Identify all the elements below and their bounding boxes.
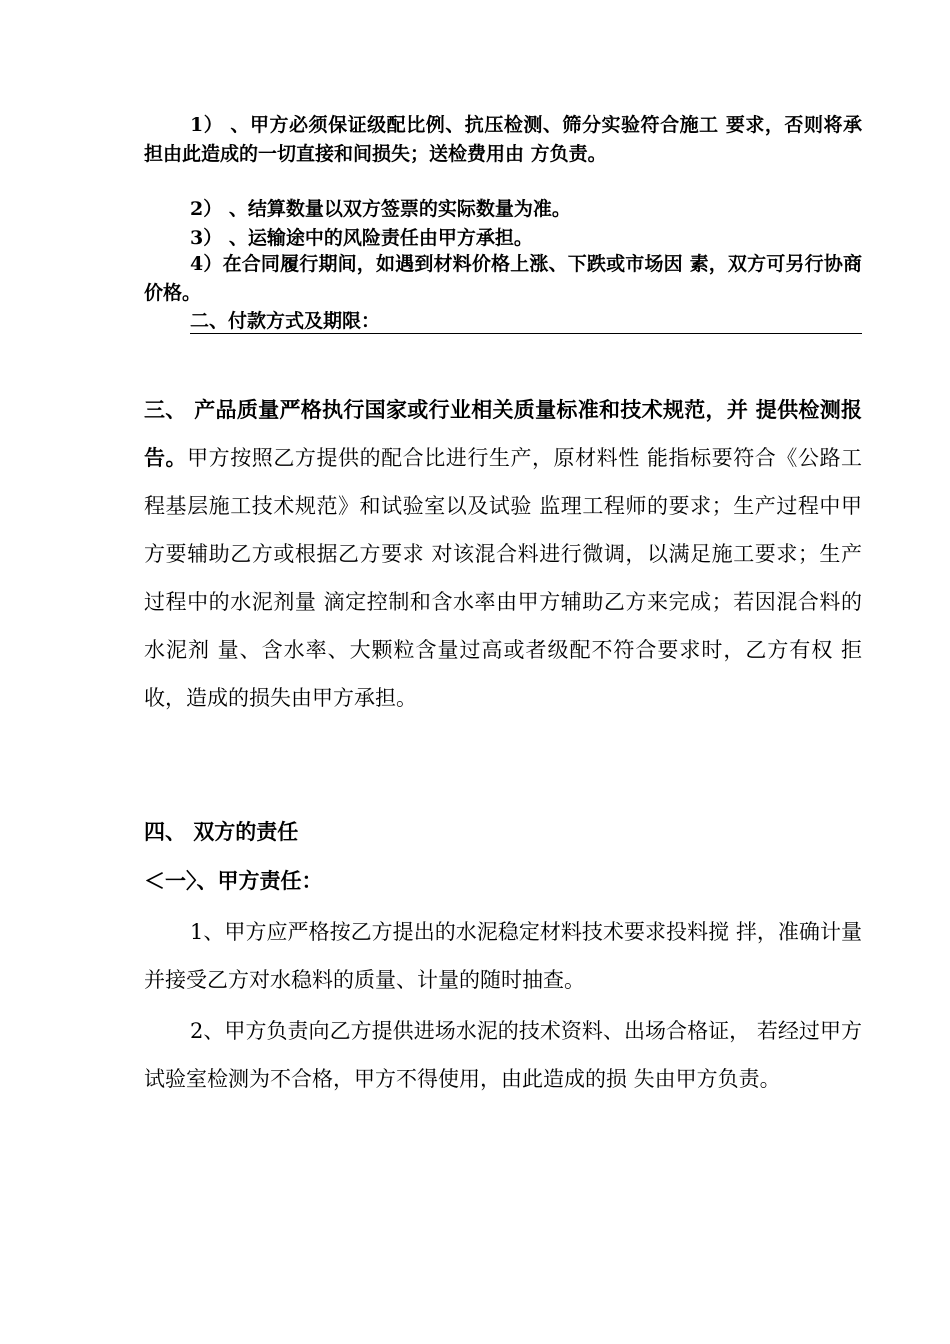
- section-three-body: 甲方按照乙方提供的配合比进行生产，原材料性 能指标要符合《公路工程基层施工技术规范》和试验室以及试验 监理工程师的要求；生产过程中甲方要辅助乙方或根据乙方要求 对该混合料进行微调，以满足施工要求；生产过程中的水泥剂量 滴定控制和含水率由甲方辅助乙方来完成；若因混合料的水泥剂 量、含水率、大颗粒含量过高或者级配不符合要求时，乙方有权 拒收，造成的损失由甲方承担。: [144, 446, 863, 710]
- section-three-paragraph: [144, 386, 862, 722]
- divider-line: [190, 333, 862, 334]
- item-1: 1） 、甲方必须保证级配比例、抗压检测、筛分实验符合施工 要求，否则将承担由此造成的一切直接和间损失；送检费用由 方负责。: [144, 114, 862, 165]
- party-a-item-1: 1、甲方应严格按乙方提出的水泥稳定材料技术要求投料搅 拌，准确计量并接受乙方对水稳料的质量、计量的随时抽查。: [144, 920, 862, 992]
- section-two-heading: 二、付款方式及期限：: [190, 310, 381, 332]
- section-three-lead: 三、 产品质量严格执行国家或行业相关质量标准和技术规范，并 提供检测报告。: [144, 397, 862, 470]
- party-a-heading: ＜一〉、甲方责任：: [144, 868, 323, 893]
- section-four-heading: 四、 双方的责任: [144, 819, 299, 844]
- item-4: 4）在合同履行期间，如遇到材料价格上涨、下跌或市场因 素，双方可另行协商价格。: [144, 253, 862, 304]
- item-3: 3） 、运输途中的风险责任由甲方承担。: [190, 227, 533, 249]
- item-2: 2） 、结算数量以双方签票的实际数量为准。: [190, 198, 571, 220]
- party-a-item-2: 2、甲方负责向乙方提供进场水泥的技术资料、出场合格证， 若经过甲方试验室检测为不合格，甲方不得使用，由此造成的损 失由甲方负责。: [144, 1019, 862, 1091]
